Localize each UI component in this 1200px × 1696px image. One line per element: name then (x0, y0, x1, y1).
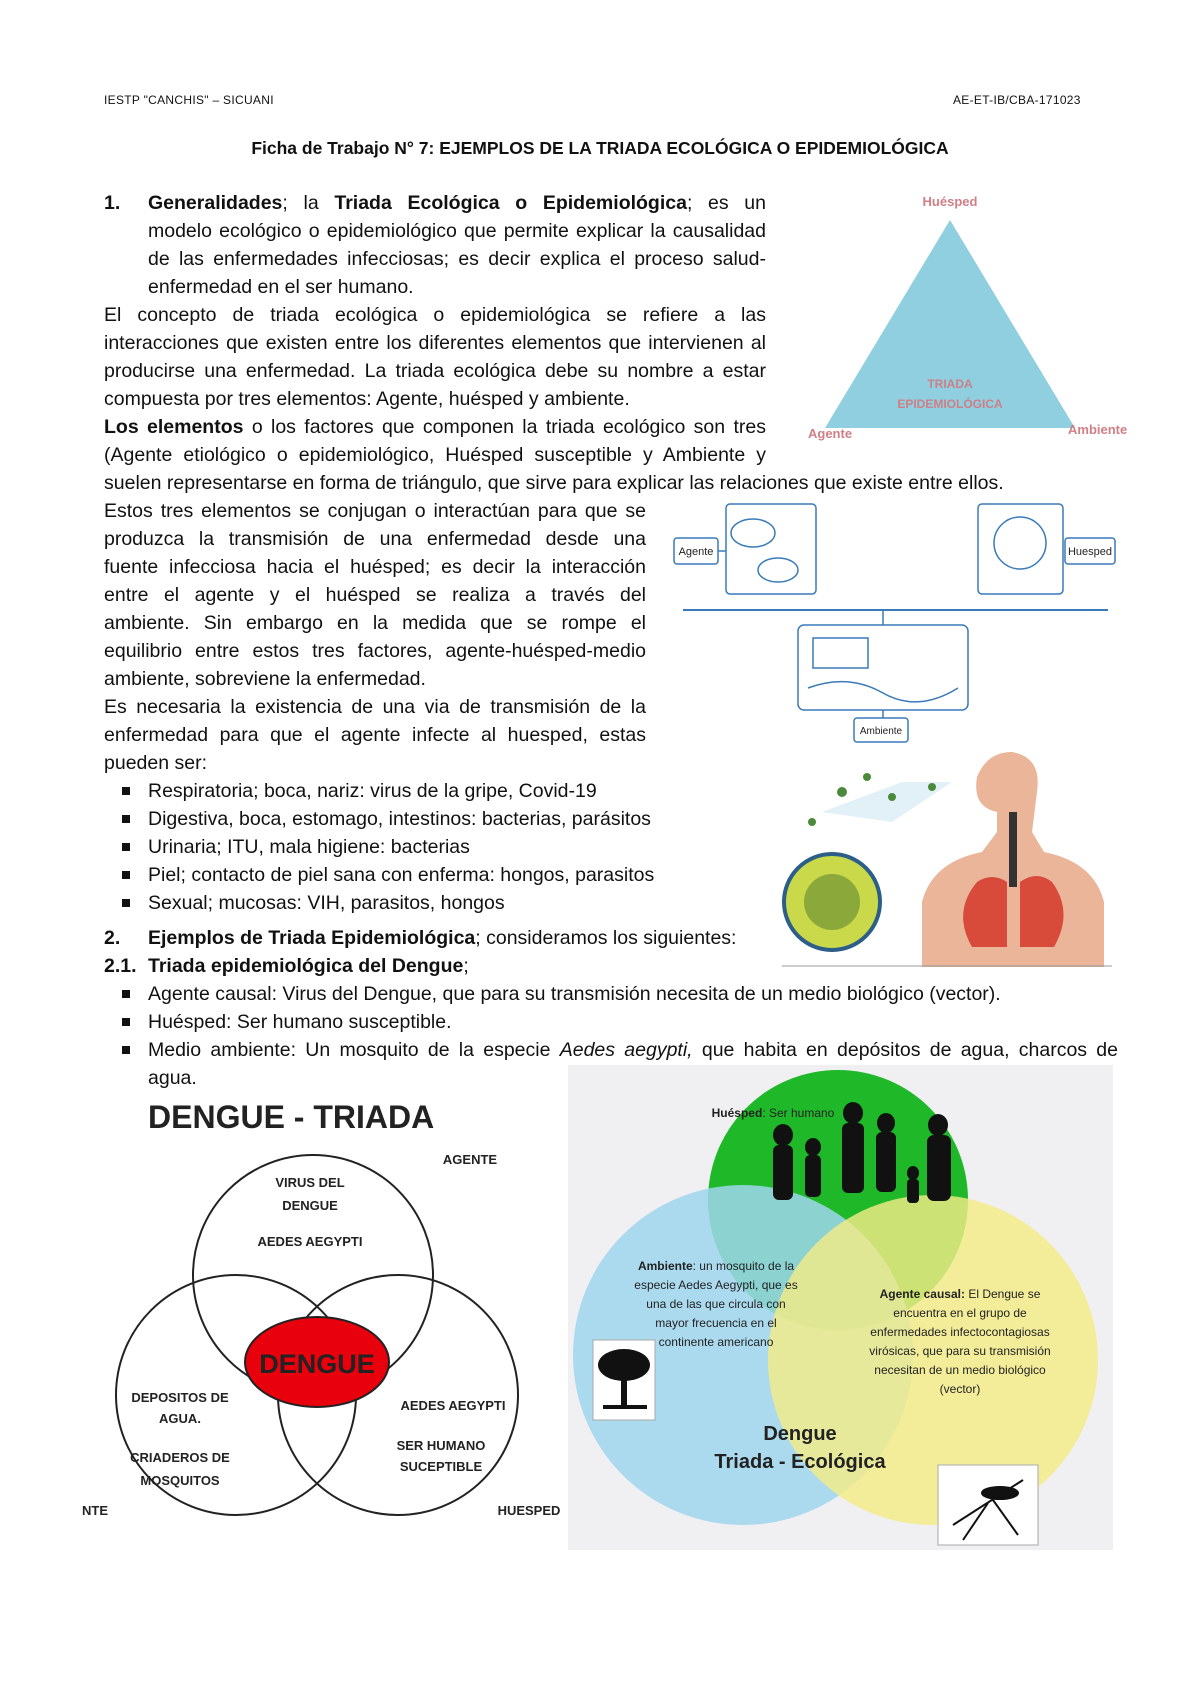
route-text: Piel; contacto de piel sana con enferma: hongos, parasitos (148, 864, 655, 886)
venn1-top-line3: AEDES AEGYPTI (257, 1234, 363, 1249)
triangle-center-line2: EPIDEMIOLÓGICA (897, 397, 1003, 411)
section2-rest: ; consideramos los siguientes: (475, 927, 737, 949)
pipe-icon (813, 638, 868, 668)
elements-line3: suelen representarse en forma de triángulo, que sirve para explicar las relaciones que existe entre ellos. (104, 472, 1004, 494)
venn2-agent-line1 (880, 1287, 1041, 1301)
dengue-item3-post: que habita en depósitos de agua, charcos de (692, 1039, 1118, 1061)
section1-intro-line3: de las enfermedades infecciosas; es decir explica el proceso salud- (148, 248, 766, 270)
venn2-agent-line3: enfermedades infectocontagiosas (870, 1325, 1050, 1339)
agent-box-label: Agente (678, 546, 714, 558)
header-right: AE-ET-IB/CBA-171023 (953, 93, 1081, 107)
interaction-line7: ambiente, sobreviene la enfermedad. (104, 668, 426, 690)
venn2-title-line2: Triada - Ecológica (714, 1451, 886, 1473)
venn2-agent-rest: El Dengue se (964, 1287, 1041, 1301)
section2-sub-number: 2.1. (104, 955, 137, 977)
route-text: Respiratoria; boca, nariz: virus de la gripe, Covid-19 (148, 780, 597, 802)
venn1-left-line4: MOSQUITOS (140, 1473, 220, 1488)
person-face-icon (994, 517, 1046, 569)
section2-label: Ejemplos de Triada Epidemiológica (148, 927, 476, 949)
venn2-agent-line2: encuentra en el grupo de (893, 1306, 1027, 1320)
host-box-label: Huesped (1067, 546, 1113, 558)
section1-label: Generalidades (148, 192, 283, 214)
mosquito-image-frame (938, 1465, 1038, 1545)
elements-line2: (Agente etiológico o epidemiológico, Huésped susceptible y Ambiente y (104, 444, 766, 466)
interaction-diagram (668, 498, 1118, 748)
route-item (148, 889, 505, 917)
venn2-agent-line5: necesitan de un medio biológico (874, 1363, 1046, 1377)
venn1-left-line1: DEPOSITOS DE (131, 1390, 229, 1405)
venn2-agent-line4: virósicas, que para su transmisión (869, 1344, 1051, 1358)
virus-core-icon (804, 874, 860, 930)
route-item (148, 805, 651, 833)
venn2-title-line1: Dengue (763, 1423, 837, 1445)
venn2-env-line2: especie Aedes Aegypti, que es (634, 1278, 798, 1292)
section1-intro-line1 (148, 189, 766, 217)
concept-line4: compuesta por tres elementos: Agente, huésped y ambiente. (104, 388, 630, 410)
concept-line3: producirse una enfermedad. La triada ecológica debe su nombre a estar (104, 360, 766, 382)
concept-line2: interacciones que existen entre los diferentes elementos que intervienen al (104, 332, 766, 354)
respiratory-illustration (782, 752, 1112, 967)
venn1-env-label: NTE (82, 1503, 108, 1518)
transmission-line3: pueden ser: (104, 752, 207, 774)
dengue-item (148, 1008, 452, 1036)
page-title: Ficha de Trabajo N° 7: EJEMPLOS DE LA TRIADA ECOLÓGICA O EPIDEMIOLÓGICA (251, 138, 949, 158)
dengue-item-text: Huésped: Ser humano susceptible. (148, 1011, 452, 1033)
interaction-line5: ambiente. Sin embargo en la medida que se rompe el (104, 612, 646, 634)
route-item (148, 833, 470, 861)
venn1-agent-label: AGENTE (442, 1152, 498, 1167)
venn1-left-line2: AGUA. (159, 1411, 201, 1426)
section2-heading (148, 924, 736, 952)
venn2-env-line3: una de las que circula con (646, 1297, 786, 1311)
dengue-item3-pre: Medio ambiente: Un mosquito de la especie (148, 1039, 560, 1061)
venn1-center-label: DENGUE (259, 1349, 375, 1379)
venn2-env-line1 (638, 1259, 794, 1273)
section1-term: Triada Ecológica o Epidemiológica (334, 192, 687, 214)
triangle-center-line1: TRIADA (927, 377, 973, 391)
section2-sub-rest: ; (463, 955, 469, 977)
section1-line1-end: ; es un (686, 192, 767, 214)
environment-box-label: Ambiente (859, 726, 903, 737)
route-item (148, 777, 597, 805)
venn1-top-line2: DENGUE (282, 1198, 338, 1213)
agent-image-frame (726, 504, 816, 594)
venn1-title: DENGUE - TRIADA (148, 1099, 435, 1135)
section1-intro-line2: modelo ecológico o epidemiológico que permite explicar la causalidad (148, 220, 766, 242)
dengue-item3-species: Aedes aegypti, (559, 1039, 693, 1061)
dengue-ecological-venn (568, 1065, 1113, 1550)
header-left: IESTP "CANCHIS" – SICUANI (104, 93, 274, 107)
interaction-line3: fuente infecciosa hacia el huésped; es decir la interacción (104, 556, 646, 578)
interaction-line1: Estos tres elementos se conjugan o interactúan para que se (104, 500, 646, 522)
elements-line1-rest: o los factores que componen la triada ecológico son tres (243, 416, 766, 438)
interaction-line6: equilibrio entre estos tres factores, agente-huésped-medio (104, 640, 646, 662)
section1-number: 1. (104, 192, 121, 214)
venn2-host-bold: Huésped (711, 1106, 763, 1120)
venn2-agent-line6: (vector) (939, 1382, 981, 1396)
triangle-left-label: Agente (808, 426, 853, 441)
bacteria-icon (731, 519, 775, 547)
dengue-item3-line2: agua. (148, 1067, 197, 1089)
venn1-left-line3: CRIADEROS DE (130, 1450, 230, 1465)
venn1-right-line3: SUCEPTIBLE (399, 1459, 483, 1474)
trachea-icon (1009, 812, 1017, 887)
dengue-item (148, 1036, 1118, 1064)
route-item (148, 861, 654, 889)
venn1-top-line1: VIRUS DEL (275, 1175, 345, 1190)
dengue-venn-diagram (80, 1090, 580, 1530)
concept-line1: El concepto de triada ecológica o epidemiológica se refiere a las (104, 304, 766, 326)
dengue-item (148, 980, 1001, 1008)
venn1-right-line1: AEDES AEGYPTI (400, 1398, 506, 1413)
venn2-env-rest: : un mosquito de la (692, 1259, 795, 1273)
route-text: Digestiva, boca, estomago, intestinos: bacterias, parásitos (148, 808, 651, 830)
transmission-line2: enfermedad para que el agente infecte al huesped, estas (104, 724, 646, 746)
venn2-env-bold: Ambiente (637, 1259, 693, 1273)
dengue-item-text: Agente causal: Virus del Dengue, que para su transmisión necesita de un medio biológico (vector). (148, 983, 1001, 1005)
venn2-host-rest: : Ser humano (762, 1106, 835, 1120)
venn1-right-line2: SER HUMANO (396, 1438, 486, 1453)
section2-sub-heading (148, 952, 469, 980)
section2-number: 2. (104, 927, 121, 949)
route-text: Sexual; mucosas: VIH, parasitos, hongos (148, 892, 505, 914)
interaction-line2: produzca la transmisión de una enfermedad desde una (104, 528, 646, 550)
venn2-agent-circle (768, 1195, 1098, 1525)
venn2-host-text (712, 1106, 835, 1120)
elements-line1 (104, 413, 766, 441)
route-text: Urinaria; ITU, mala higiene: bacterias (148, 836, 470, 858)
venn1-host-label: HUESPED (497, 1503, 561, 1518)
venn2-agent-bold: Agente causal: (879, 1287, 965, 1301)
triad-triangle-figure (790, 190, 1128, 441)
transmission-line1: Es necesaria la existencia de una via de transmisión de la (104, 696, 646, 718)
section1-sep: ; la (282, 192, 335, 214)
virus-icon (758, 558, 798, 582)
water-icon (808, 682, 958, 702)
section2-sub-label: Triada epidemiológica del Dengue (148, 955, 464, 977)
venn2-env-line5: continente americano (658, 1335, 774, 1349)
venn2-env-line4: mayor frecuencia en el (655, 1316, 777, 1330)
triangle-right-label: Ambiente (1068, 422, 1128, 437)
elements-label: Los elementos (104, 416, 244, 438)
section1-intro-line4: enfermedad en el ser humano. (148, 276, 414, 298)
triangle-top-label: Huésped (922, 194, 978, 209)
interaction-line4: entre el agente y el huésped se realiza a través del (104, 584, 646, 606)
